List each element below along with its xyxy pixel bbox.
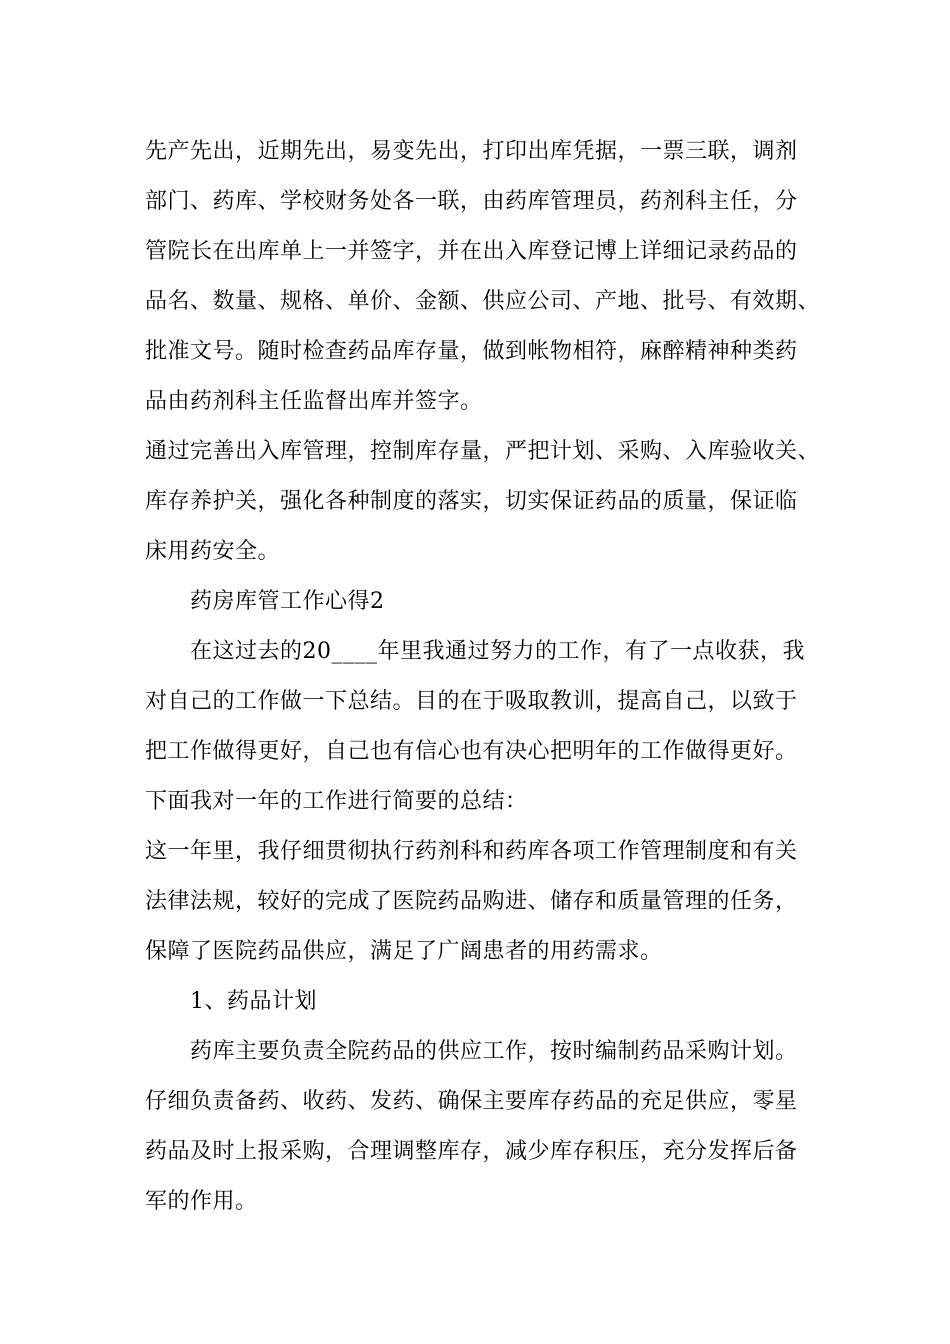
body-text-line: 军的作用。: [145, 1189, 258, 1214]
body-text-line: 通过完善出入库管理，控制库存量，严把计划、采购、入库验收关、: [145, 439, 821, 464]
body-text-line: 仔细负责备药、收药、发药、确保主要库存药品的充足供应，零星: [145, 1089, 798, 1114]
body-text-line: 法律法规，较好的完成了医院药品购进、储存和质量管理的任务，: [145, 889, 798, 914]
body-text-line: 在这过去的20____年里我通过努力的工作，有了一点收获，我: [190, 639, 805, 664]
body-text-line: 对自己的工作做一下总结。目的在于吸取教训，提高自己，以致于: [145, 689, 798, 714]
body-text-line: 药库主要负责全院药品的供应工作，按时编制药品采购计划。: [190, 1039, 798, 1064]
body-text-line: 这一年里，我仔细贯彻执行药剂科和药库各项工作管理制度和有关: [145, 839, 798, 864]
body-text-line: 品名、数量、规格、单价、金额、供应公司、产地、批号、有效期、: [145, 289, 821, 314]
body-text-line: 批准文号。随时检查药品库存量，做到帐物相符，麻醉精神种类药: [145, 339, 798, 364]
body-text-line: 床用药安全。: [145, 539, 281, 564]
body-text-line: 保障了医院药品供应，满足了广阔患者的用药需求。: [145, 939, 663, 964]
body-text-line: 药品及时上报采购，合理调整库存，减少库存积压，充分发挥后备: [145, 1139, 798, 1164]
body-text-line: 品由药剂科主任监督出库并签字。: [145, 389, 483, 414]
section-heading: 药房库管工作心得2: [190, 589, 385, 614]
body-text-line: 下面我对一年的工作进行简要的总结：: [145, 789, 528, 814]
body-text-line: 库存养护关，强化各种制度的落实，切实保证药品的质量，保证临: [145, 489, 798, 514]
subsection-heading: 1、药品计划: [190, 989, 317, 1014]
body-text-line: 把工作做得更好，自己也有信心也有决心把明年的工作做得更好。: [145, 739, 798, 764]
body-text-line: 管院长在出库单上一并签字，并在出入库登记博上详细记录药品的: [145, 239, 798, 264]
body-text-line: 部门、药库、学校财务处各一联，由药库管理员，药剂科主任，分: [145, 189, 798, 214]
body-text-line: 先产先出，近期先出，易变先出，打印出库凭据，一票三联，调剂: [145, 139, 798, 164]
